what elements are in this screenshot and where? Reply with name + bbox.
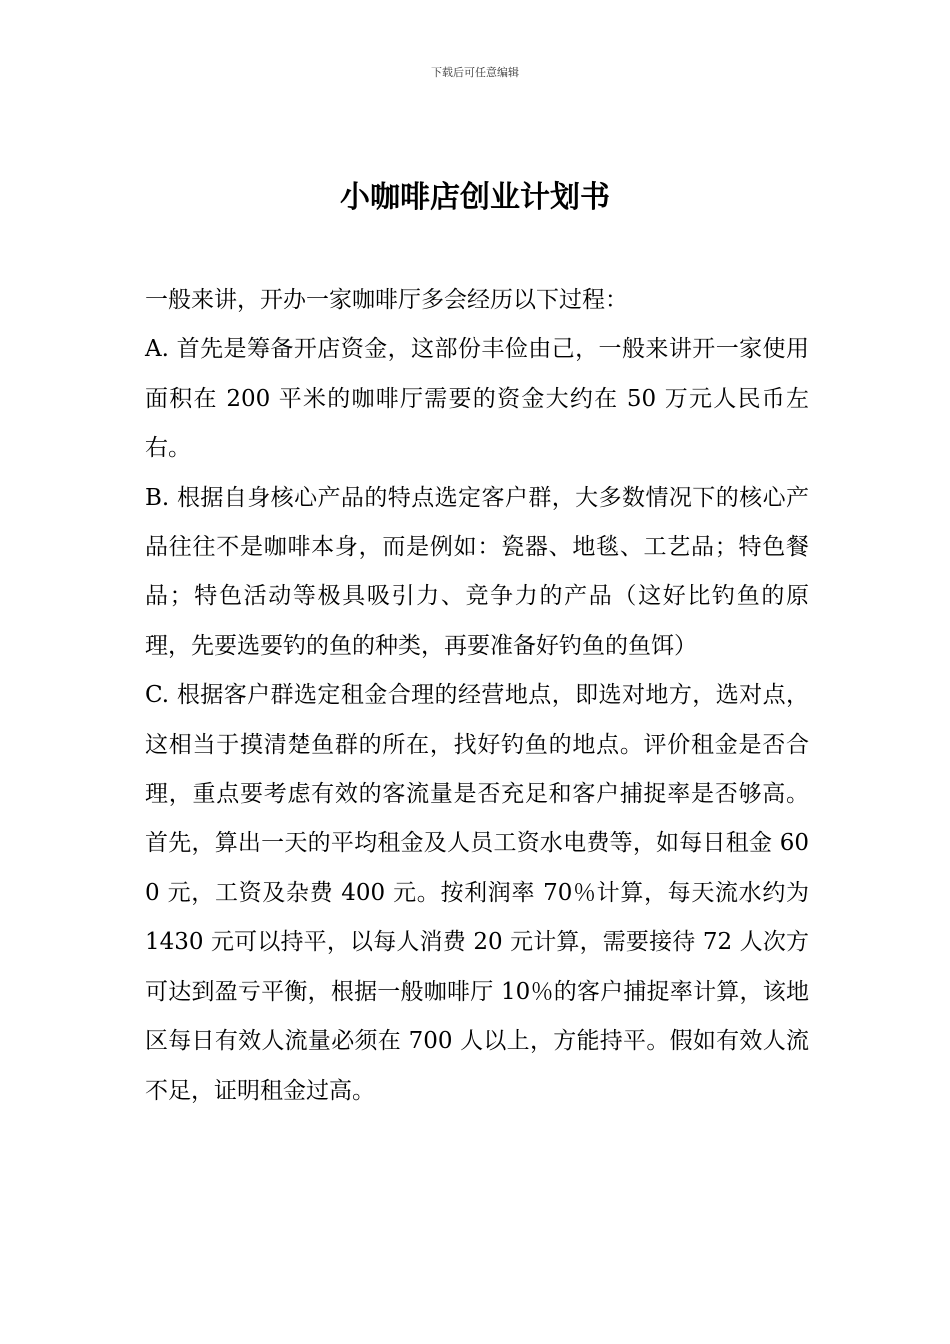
document-body (145, 276, 809, 1116)
step-c-paragraph: C. 根据客户群选定租金合理的经营地点，即选对地方，选对点，这相当于摸清楚鱼群的所在，找好钓鱼的地点。评价租金是否合理，重点要考虑有效的客流量是否充足和客户捕捉率是否够高。首先，算出一天的平均租金及人员工资水电费等，如每日租金 600 元，工资及杂费 400 元。按利润率 70％计算，每天流水约为 1430 元可以持平，以每人消费 20 元计算，需要接待 72 人次方可达到盈亏平衡，根据一般咖啡厅 10％的客户捕捉率计算，该地区每日有效人流量必须在 700 人以上，方能持平。假如有效人流不足，证明租金过高。 (145, 682, 809, 1104)
step-a-paragraph: A. 首先是筹备开店资金，这部份丰俭由己，一般来讲开一家使用面积在 200 平米的咖啡厅需要的资金大约在 50 万元人民币左右。 (145, 336, 809, 462)
step-b-paragraph: B. 根据自身核心产品的特点选定客户群，大多数情况下的核心产品往往不是咖啡本身，而是例如：瓷器、地毯、工艺品；特色餐品；特色活动等极具吸引力、竞争力的产品（这好比钓鱼的原理，先要选要钓的鱼的种类，再要准备好钓鱼的鱼饵） (145, 484, 809, 659)
intro-paragraph: 一般来讲，开办一家咖啡厅多会经历以下过程： (145, 287, 628, 313)
header-note: 下载后可任意编辑 (431, 66, 519, 79)
document-title: 小咖啡店创业计划书 (340, 180, 610, 215)
